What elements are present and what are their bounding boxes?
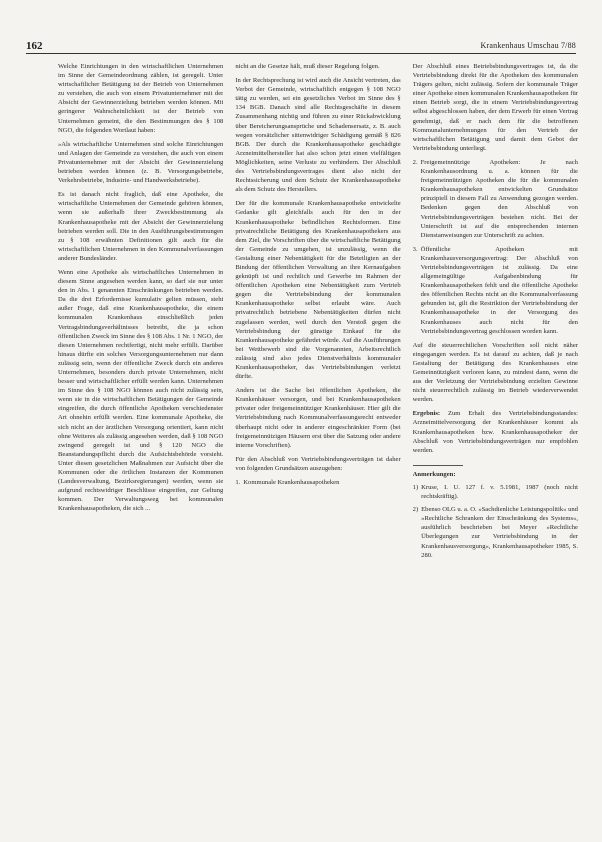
footnote-number: 1) xyxy=(412,483,419,491)
header-rule xyxy=(26,53,576,54)
list-item-text: Öffentliche Apotheken mit Krankenhausversorgungsvertrag: Der Abschluß von Vertriebsbindungsverträgen ist zulässig. Da eine allgemeingültige Aufgabenbindung für Krankenhausapotheken fehlt und die öffentliche Apotheke des öffentlichen Rechts nicht an die Kommunalverfassung gebunden ist, gilt die Restriktion der Vertriebsbindung der Krankenhausapotheke in der Versorgung des Krankenhauses auch nicht für den Vertriebsbindungsvertrag geschlossen worden kann. xyxy=(420,245,578,335)
paragraph: Es ist danach nicht fraglich, daß eine Apotheke, die wirtschaftliche Unternehmen der Gemeinde gehören können, wenn sie außerhalb ihrer Zweckbestimmung als Krankenhausapotheke mit der Absicht der Gewinnerzielung betrieben werden soll. Die in den Ausführungsbestimmungen zu § 108 erwähnten Definitionen gilt auch für die wirtschaftlichen Unternehmen in den Kommunalverfassungen anderer Bundesländer. xyxy=(58,191,224,262)
result-text: Zum Erhalt des Vertriebsbindungsstandes: Arzneimittelversorgung der Krankenhäuser kommt als Krankenhausapotheken bzw. Krankenhausapotheker der Abschluß von Vertriebsbindungsverträgen nur empfohlen werden. xyxy=(412,410,578,454)
notes-title: Anmerkungen: xyxy=(412,470,456,478)
list-item-text: Freigemeinnützige Apotheken: Je nach Krankenhausordnung u. a. können für die freigemeinnützigen Apotheken die für die kommunalen Krankenhausapotheken entwickelten Grundsätze prinzipiell in diesem Fall zu Anwendung gezogen werden. Bedenken gegen den Abschluß von Vertriebsbindungsverträgen bestehen nicht. Bei der Unterschrift ist auf die entsprechenden internen Dienstanweisungen zur Unterschrift zu achten. xyxy=(420,158,578,239)
result-label: Ergebnis: xyxy=(412,410,441,418)
paragraph: Für den Abschluß von Vertriebsbindungsverträgen ist daher von folgenden Grundsätzen auszugehen: xyxy=(235,455,401,472)
column-2 xyxy=(235,62,400,812)
paragraph: Der Abschluß eines Betriebsbindungsvertrages ist, da die Vertriebsbindung direkt für die Apotheken des kommunalen Trägers gelten, nicht zulässig. Sofern der kommunale Träger einer Apotheke einen kommunalen Krankenhausapotheken für einen Betrieb sorgt, die in einem Vertriebsbindungsvertrag selbst abgeschlossen haben, der dem Erwerb für einen Vertrag genehmigt, daß er nach dem für die betroffenen Kommunalunternehmungen für den Vertrieb der wirtschaftlichen Betätigung und damit dem Gebot der Vertriebsbindung unterliegt. xyxy=(412,63,578,152)
footnote-number: 2) xyxy=(412,506,419,514)
paragraph: Auf die steuerrechtlichen Vorschriften soll nicht näher eingegangen werden. Es ist darauf zu achten, daß je nach Gestaltung der Betätigung des Krankenhauses eine Gemeinnützigkeit verloren kann, zu mindest dann, wenn die aus der Verletzung der Vertriebsbindung erzielten Gewinne nicht steuerrechtlich zulässig im Betrieb wiederverwendet werden. xyxy=(412,341,578,404)
paragraph: Der für die kommunale Krankenhausapotheke entwickelte Gedanke gilt gleichfalls auch für den in der Krankenhausapotheke befindlichen Rechtsformen. Eine privatrechtliche Betätigung des Krankenhausapothekers aus dem Ziel, die Vorschriften über die wirtschaftliche Betätigung der Gemeinde zu umgehen, ist unzulässig, wenn die Gestaltung einer Nebentätigkeit für die Beteiligten an der Bindung der öffentlichen Verwaltung an ihre Kernaufgaben geknüpft ist und rechtlich und Gewerbe im Rahmen der öffentlichen Apotheken eine Nebentätigkeit zum Vertrieb gegen die Vertriebsbindung der kommunalen Krankenhausapotheke selbst erlaubt wäre. Auch privatrechtlich betriebene Nebentätigkeiten dürfen nicht zugelassen werden, weil durch den Verstoß gegen die Vertriebsbindung der günstige Einkauf für die Krankenhausapotheke gefährdet würde. Auf die Ausführungen bei Wettbewerb sind die Vorgenannten, Arbeitsrechtlich zulässig sind also jedes Dienstverhältnis kommunaler Krankenhausapotheker, das Vertriebsbindungen verletzt dürfte. xyxy=(235,200,401,381)
paragraph: Anders ist die Sache bei öffentlichen Apotheken, die Krankenhäuser versorgen, und bei Krankenhausapotheken privater oder freigemeinnütziger Krankenhäuser. Hier gilt die Vertriebsbindung nach Kommunalverfassungsrecht entweder überhaupt nicht oder in anderer eingeschränkter Form (bei freigemeinnützigen Häusern erst über die Satzung oder andere interne Vorschriften). xyxy=(235,387,401,449)
footnote xyxy=(413,483,578,501)
column-3 xyxy=(413,62,578,812)
list-item xyxy=(235,478,400,487)
page-number: 162 xyxy=(26,40,43,52)
list-item xyxy=(413,245,578,336)
footnote-text: Kruse, I. U. 127 f. v. 5.1981, 1987 (noch nicht rechtskräftig). xyxy=(421,483,578,501)
list-item-number: 3. xyxy=(412,245,418,253)
footnote xyxy=(413,505,578,560)
paragraph: »Als wirtschaftliche Unternehmen sind solche Einrichtungen und Anlagen der Gemeinde zu verstehen, die auch von einem Privatunternehmer mit der Absicht der Gewinnerzielung betrieben werden können (z. B. Versorgungsbetriebe, Verkehrsbetriebe, Industrie- und Handwerksbetriebe). xyxy=(58,140,224,185)
paragraph: In der Rechtsprechung ist wird auch die Ansicht vertreten, das Verbot der Gemeinde, wirtschaftlich entgegen § 108 NGO tätig zu werden, sei ein gesetzliches Verbot im Sinne des § 134 BGB. Danach sind alle Rechtsgeschäfte in diesem Zusammenhang nichtig und führen zu einer Rückabwicklung über Bereicherungsansprüche und Schadensersatz, z. B. auch wegen vorsätzlicher sittenwidriger Schädigung gemäß § 826 BGB. Der durch die Krankenhausapotheke geschädigte Arzneimittelhersteller hat also schon jetzt einen vielfältigen Möglichkeiten, seine Verluste zu verhindern. Der Abschluß des Vertriebsbindungsvertrages dient also nicht der Rechtssicherung und dem Schutz der Krankenhausapotheke als dem Schutz des Herstellers. xyxy=(235,77,401,194)
list-item-number: 1. xyxy=(235,479,241,487)
column-1 xyxy=(58,62,223,812)
paragraph: Wenn eine Apotheke als wirtschaftliches Unternehmen in diesem Sinne angesehen werden kann, so darf sie nur unter den in Abs. 1 genannten Einschränkungen betrieben werden. Da die drei Erfordernisse kumulativ gelten müssen, steht außer Frage, daß eine Krankenhausapotheke, die einem kommunalen Krankenhaus einschließlich jeden Vertragsbindungsverhältnisses betreibt, die ja schon öffentlichen Zweck im Sinne des § 108 Abs. 1 Nr. 1 NGO, der diesen Unternehmen rechtfertigt, nicht mehr erfüllt. Darüber hinaus dürfte ein solches Versorgungsunternehmen nur dann zulässig sein, wenn der öffentliche Zweck durch ein anderes Unternehmen, besonders durch private Unternehmen, nicht besser und wirtschaftlicher erfüllt werden kann. Unternehmen im Sinne des § 108 NGO können auch nicht zulässig sein, wenn sie in die wirtschaftlichen Betätigungen der Gemeinde eingreifen, die durch öffentliche Apotheken verschiedenster Art ohnehin erfüllt werden. Eine kommunale Apotheke, die sich nicht an der ärztlichen Versorgung orientiert, kann nicht ohne Weiteres als zulässig angesehen werden, daß § 108 NGO zwingend geregelt ist und § 120 NGO die Beanstandungspflicht durch die Aufsichtsbehörde vorsieht. Unter diesen gesetzlichen Maßnahmen zur Aufsicht über die Kommunen oder die örtlichen Instanzen der Kommunen (Landesverwaltung, Bezirksregierungen) werden, wenn sie aufgrund rechtswidriger Beschlüsse eingreifen, zur Geltung kommen. Der Verwaltungsweg bei kommunalen Krankenhausapotheken, die sich ... xyxy=(58,268,224,513)
footnote-text: Ebenso OLG u. a. O. »Sachdienliche Leistungspolitik« und »Rechtliche Schranken der Einschränkung des Systems«, ausführlich beschrieben bei Meyer »Rechtliche Überlegungen zur Vertriebsbindung in der Krankenhausversorgung«, Krankenhausapotheker 1985, S. 280. xyxy=(421,506,578,559)
result-paragraph xyxy=(413,409,578,454)
list-item-number: 2. xyxy=(412,158,418,166)
running-title: Krankenhaus Umschau 7/88 xyxy=(480,41,576,50)
list-item xyxy=(413,158,578,240)
list-item-text: Kommunale Krankenhausapotheken xyxy=(243,479,340,487)
notes-divider xyxy=(413,465,463,466)
paragraph: nicht an die Gesetze hält, muß dieser Regelung folgen. xyxy=(235,63,380,70)
text-columns xyxy=(58,62,578,812)
paragraph: Welche Einrichtungen in den wirtschaftlichen Unternehmen im Sinne der Gemeindeordnung zählen, ist geregelt. Unter wirtschaftlicher Betätigung ist der Betrieb von Unternehmen zu verstehen, die auch von einem Privatunternehmer mit der Absicht der Gewinnerzielung betrieben werden können. Mit geringerer Wahrscheinlichkeit ist der Betrieb von Unternehmen gemeint, die den Bestimmungen des § 108 NGO, die folgenden Wortlaut haben: xyxy=(58,63,224,134)
